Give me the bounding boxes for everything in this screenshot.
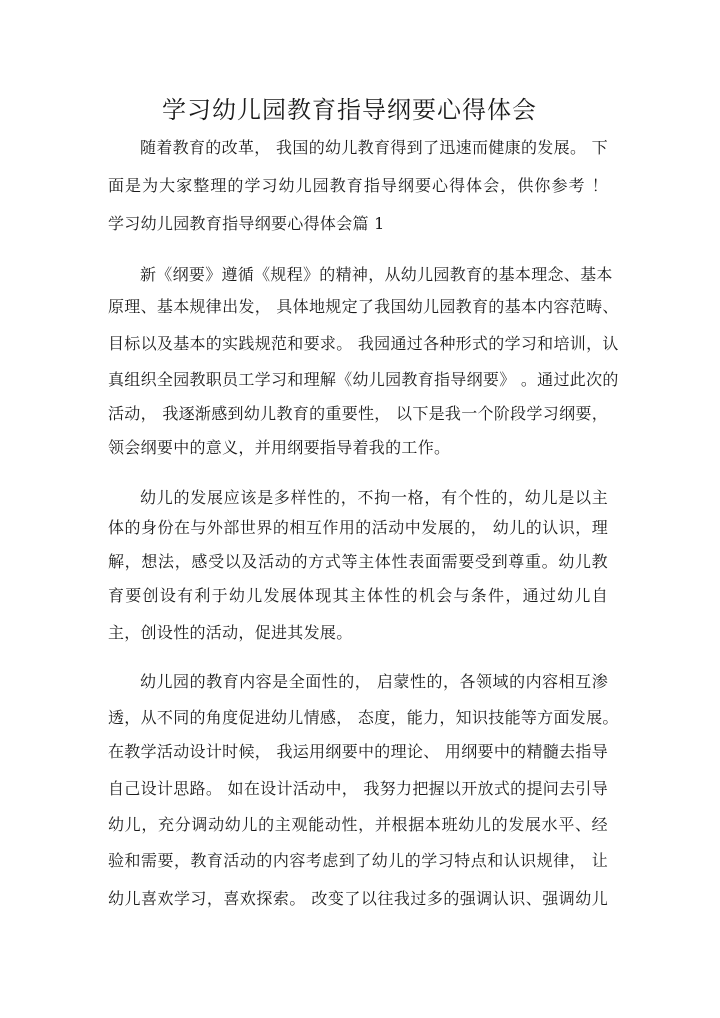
text-line: 解，想法，感受以及活动的方式等主体性表面需要受到尊重。幼儿教 — [108, 552, 608, 571]
text-line: 领会纲要中的意义，并用纲要指导着我的工作。 — [108, 438, 451, 457]
text-line: 学习幼儿园教育指导纲要心得体会篇 1 — [108, 214, 385, 233]
text-line: 育要创设有利于幼儿发展体现其主体性的机会与条件，通过幼儿自 — [108, 586, 608, 605]
text-line: 透，从不同的角度促进幼儿情感， 态度，能力，知识技能等方面发展。 — [108, 708, 619, 727]
text-line: 幼儿园的教育内容是全面性的， 启蒙性的，各领域的内容相互渗 — [140, 672, 608, 691]
text-line: 主，创设性的活动，促进其发展。 — [108, 623, 353, 642]
text-line: 在教学活动设计时候， 我运用纲要中的理论、 用纲要中的精髓去指导 — [108, 742, 608, 761]
text-line: 自己设计思路。 如在设计活动中， 我努力把握以开放式的提问去引导 — [108, 779, 608, 798]
text-line: 幼儿喜欢学习，喜欢探索。 改变了以往我过多的强调认识、强调幼儿 — [108, 889, 608, 908]
text-line: 新《纲要》遵循《规程》的精神，从幼儿园教育的基本理念、基本 — [140, 265, 613, 284]
text-line: 目标以及基本的实践规范和要求。 我园通过各种形式的学习和培训，认 — [108, 334, 619, 353]
text-line: 面是为大家整理的学习幼儿园教育指导纲要心得体会，供你参考 ！ — [108, 176, 608, 195]
text-line: 验和需要，教育活动的内容考虑到了幼儿的学习特点和认识规律， 让 — [108, 851, 608, 870]
text-line: 随着教育的改革， 我国的幼儿教育得到了迅速而健康的发展。 下 — [140, 138, 608, 157]
text-line: 幼儿的发展应该是多样性的，不拘一格，有个性的，幼儿是以主 — [140, 488, 608, 507]
document-title: 学习幼儿园教育指导纲要心得体会 — [162, 96, 537, 124]
text-line: 体的身份在与外部世界的相互作用的活动中发展的， 幼儿的认识，理 — [108, 518, 608, 537]
text-line: 真组织全园教职员工学习和理解《幼儿园教育指导纲要》 。通过此次的 — [108, 370, 619, 389]
text-line: 活动， 我逐渐感到幼儿教育的重要性， 以下是我一个阶段学习纲要， — [108, 404, 608, 423]
text-line: 幼儿，充分调动幼儿的主观能动性，并根据本班幼儿的发展水平、经 — [108, 815, 608, 834]
text-line: 原理、基本规律出发， 具体地规定了我国幼儿园教育的基本内容范畴、 — [108, 297, 619, 316]
